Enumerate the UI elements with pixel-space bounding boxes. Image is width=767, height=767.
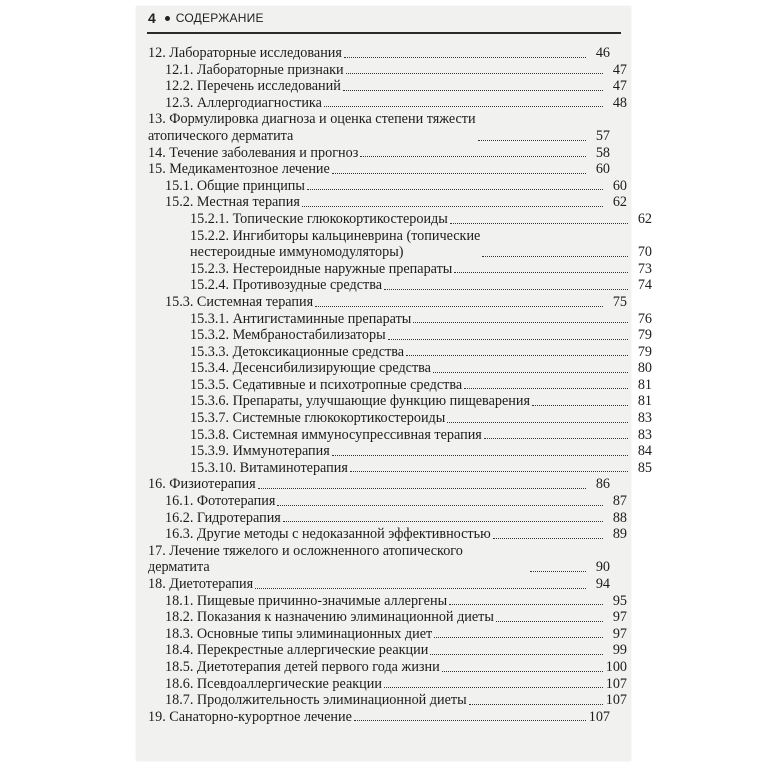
dot-leader	[277, 505, 603, 506]
dot-leader	[496, 621, 603, 622]
toc-entry-page: 60	[612, 177, 627, 194]
toc-entry	[148, 145, 610, 162]
toc-entry	[148, 676, 627, 693]
toc-entry-page: 62	[612, 194, 627, 211]
toc-entry	[148, 410, 652, 427]
dot-leader	[384, 687, 603, 688]
toc-entry-page: 97	[612, 625, 627, 642]
toc-entry	[148, 576, 610, 593]
header-rule	[147, 32, 621, 34]
toc-entry-page: 94	[595, 576, 610, 592]
toc-entry	[148, 360, 652, 377]
toc-entry-page: 100	[605, 658, 627, 675]
toc-entry-page: 79	[637, 343, 652, 360]
dot-leader	[388, 339, 628, 340]
toc-entry	[148, 476, 610, 493]
dot-leader	[430, 654, 603, 655]
toc-entry	[148, 78, 627, 95]
toc-entry-title: 18.6. Псевдоаллергические реакции	[165, 675, 382, 692]
toc-entry-page: 87	[612, 493, 627, 510]
toc-entry-page: 46	[595, 45, 610, 61]
toc-entry-title: 12.1. Лабораторные признаки	[165, 61, 344, 78]
toc-entry	[148, 709, 610, 726]
dot-leader	[413, 322, 628, 323]
toc-entry-page: 81	[637, 393, 652, 410]
toc-entry-title: 15.3.7. Системные глюкокортикостероиды	[190, 410, 446, 427]
toc-entry-page: 57	[595, 127, 610, 144]
toc-entry	[148, 692, 627, 709]
toc-entry	[148, 493, 627, 510]
toc-entry-title: 13. Формулировка диагноза и оценка степени тяжести атопического дерматита	[148, 111, 476, 144]
toc-entry	[148, 526, 627, 543]
dot-leader	[346, 73, 603, 74]
toc-entry	[148, 261, 652, 278]
dot-leader	[360, 156, 586, 157]
toc-entry-page: 70	[637, 244, 652, 261]
dot-leader	[434, 637, 603, 638]
toc-entry-title: 15.3.1. Антигистаминные препараты	[190, 310, 412, 327]
toc-entry-title: 12.3. Аллергодиагностика	[165, 94, 322, 111]
toc-entry-page: 99	[612, 642, 627, 659]
dot-leader	[450, 223, 628, 224]
dot-leader	[354, 720, 586, 721]
toc-entry-title: 18.1. Пищевые причинно-значимые аллергены	[165, 592, 448, 609]
dot-leader	[469, 704, 603, 705]
toc-entry-title: 17. Лечение тяжелого и осложненного атопического дерматита	[148, 542, 467, 576]
toc-entry	[148, 626, 627, 643]
toc-entry	[148, 344, 652, 361]
toc-entry	[148, 228, 652, 261]
toc-entry-title: 15.3.10. Витаминотерапия	[190, 459, 348, 476]
toc-entry-page: 48	[612, 94, 627, 111]
toc-entry	[148, 311, 652, 328]
toc-entry-title: 15.3. Системная терапия	[165, 293, 314, 310]
toc-entry	[148, 427, 652, 444]
toc-entry	[148, 543, 610, 576]
toc-entry	[148, 211, 652, 228]
toc-entry-page: 62	[637, 210, 652, 227]
dot-leader	[482, 256, 628, 257]
dot-leader	[258, 488, 586, 489]
dot-leader	[406, 355, 628, 356]
toc-entry-page: 107	[605, 675, 627, 692]
toc-entry-title: 15.2.1. Топические глюкокортикостероиды	[190, 210, 448, 227]
dot-leader	[449, 604, 603, 605]
toc-entry-page: 83	[637, 426, 652, 443]
dot-leader	[447, 422, 628, 423]
toc-entry-title: 12. Лабораторные исследования	[148, 45, 342, 61]
toc-entry-title: 15.2. Местная терапия	[165, 194, 300, 211]
toc-entry	[148, 593, 627, 610]
dot-leader	[283, 521, 603, 522]
dot-leader	[484, 438, 628, 439]
toc-entry	[148, 609, 627, 626]
dot-leader	[344, 57, 586, 58]
toc-entry-title: 15. Медикаментозное лечение	[148, 161, 330, 178]
toc-entry	[148, 642, 627, 659]
dot-leader	[454, 272, 628, 273]
toc-entry-page: 81	[637, 376, 652, 393]
toc-entry-title: 16. Физиотерапия	[148, 476, 256, 493]
toc-entry-page: 47	[612, 78, 627, 95]
toc-entry-title: 15.3.9. Иммунотерапия	[190, 443, 330, 460]
toc-entry-title: 15.3.2. Мембраностабилизаторы	[190, 327, 386, 344]
dot-leader	[332, 455, 628, 456]
toc-entry-title: 18.5. Диетотерапия детей первого года жизни	[165, 658, 440, 675]
toc-entry-page: 80	[637, 360, 652, 377]
toc-entry-title: 15.3.3. Детоксикационные средства	[190, 343, 405, 360]
toc-entry	[148, 443, 652, 460]
toc-entry-title: 18. Диетотерапия	[148, 576, 254, 592]
toc-entry-page: 90	[595, 559, 610, 576]
toc-entry-page: 76	[637, 310, 652, 327]
toc-entry-page: 107	[605, 692, 627, 709]
toc-entry	[148, 95, 627, 112]
dot-leader	[530, 571, 586, 572]
section-title: СОДЕРЖАНИЕ	[175, 11, 264, 25]
toc-entry	[148, 277, 652, 294]
toc-entry-title: 19. Санаторно-курортное лечение	[148, 708, 352, 725]
dot-leader	[332, 173, 586, 174]
toc-entry	[148, 62, 627, 79]
toc-entry-title: 15.3.5. Седативные и психотропные средства	[190, 376, 463, 393]
toc-entry-title: 18.3. Основные типы элиминационных диет	[165, 625, 433, 642]
toc-entry-title: 18.2. Показания к назначению элиминационной диеты	[165, 609, 494, 626]
toc-entry-page: 75	[612, 293, 627, 310]
toc-entry-page: 83	[637, 410, 652, 427]
toc-entry-title: 18.4. Перекрестные аллергические реакции	[165, 642, 429, 659]
toc-entry-title: 15.1. Общие принципы	[165, 177, 305, 194]
toc-entry	[148, 393, 652, 410]
toc-entry	[148, 178, 627, 195]
dot-leader	[307, 189, 603, 190]
toc-entry	[148, 194, 627, 211]
table-of-contents	[148, 45, 652, 725]
page-number: 4	[148, 10, 156, 26]
toc-entry	[148, 45, 610, 62]
toc-entry-title: 12.2. Перечень исследований	[165, 78, 341, 95]
toc-entry-title: 15.2.2. Ингибиторы кальциневрина (топические нестероидные иммуномодуляторы)	[190, 227, 481, 261]
bullet-icon	[165, 16, 170, 21]
toc-entry	[148, 659, 627, 676]
toc-entry-page: 79	[637, 327, 652, 344]
toc-entry-page: 97	[612, 609, 627, 626]
toc-entry-title: 14. Течение заболевания и прогноз	[148, 144, 359, 161]
toc-entry-title: 16.2. Гидротерапия	[165, 509, 281, 526]
toc-entry-title: 15.3.6. Препараты, улучшающие функцию пищеварения	[190, 393, 530, 410]
dot-leader	[442, 671, 603, 672]
toc-entry-title: 18.7. Продолжительность элиминационной диеты	[165, 692, 467, 709]
dot-leader	[464, 388, 628, 389]
toc-entry-title: 16.3. Другие методы с недоказанной эффективностью	[165, 526, 491, 543]
toc-entry-page: 74	[637, 277, 652, 294]
dot-leader	[433, 372, 628, 373]
toc-entry	[148, 460, 652, 477]
toc-entry-page: 88	[612, 509, 627, 526]
dot-leader	[384, 289, 628, 290]
toc-entry-title: 16.1. Фототерапия	[165, 493, 276, 510]
dot-leader	[478, 140, 586, 141]
dot-leader	[493, 538, 603, 539]
toc-entry-title: 15.3.4. Десенсибилизирующие средства	[190, 360, 431, 377]
dot-leader	[350, 471, 628, 472]
toc-entry-page: 95	[612, 592, 627, 609]
toc-entry	[148, 327, 652, 344]
toc-entry-title: 15.2.4. Противозудные средства	[190, 277, 383, 294]
toc-entry-page: 107	[588, 708, 610, 725]
toc-entry	[148, 294, 627, 311]
toc-entry-page: 58	[595, 144, 610, 161]
toc-entry-page: 73	[637, 260, 652, 277]
dot-leader	[255, 588, 586, 589]
dot-leader	[343, 90, 603, 91]
toc-entry-page: 86	[595, 476, 610, 493]
dot-leader	[324, 106, 603, 107]
dot-leader	[315, 306, 603, 307]
toc-entry-page: 84	[637, 443, 652, 460]
toc-entry	[148, 161, 610, 178]
toc-entry-page: 89	[612, 526, 627, 543]
toc-entry-title: 15.3.8. Системная иммуносупрессивная терапия	[190, 426, 482, 443]
toc-entry	[148, 111, 610, 144]
toc-entry-page: 85	[637, 459, 652, 476]
page-header	[148, 10, 264, 26]
toc-entry-page: 60	[595, 161, 610, 178]
toc-entry-page: 47	[612, 61, 627, 78]
dot-leader	[302, 206, 603, 207]
toc-entry-title: 15.2.3. Нестероидные наружные препараты	[190, 260, 453, 277]
toc-entry	[148, 377, 652, 394]
dot-leader	[532, 405, 628, 406]
toc-entry	[148, 510, 627, 527]
